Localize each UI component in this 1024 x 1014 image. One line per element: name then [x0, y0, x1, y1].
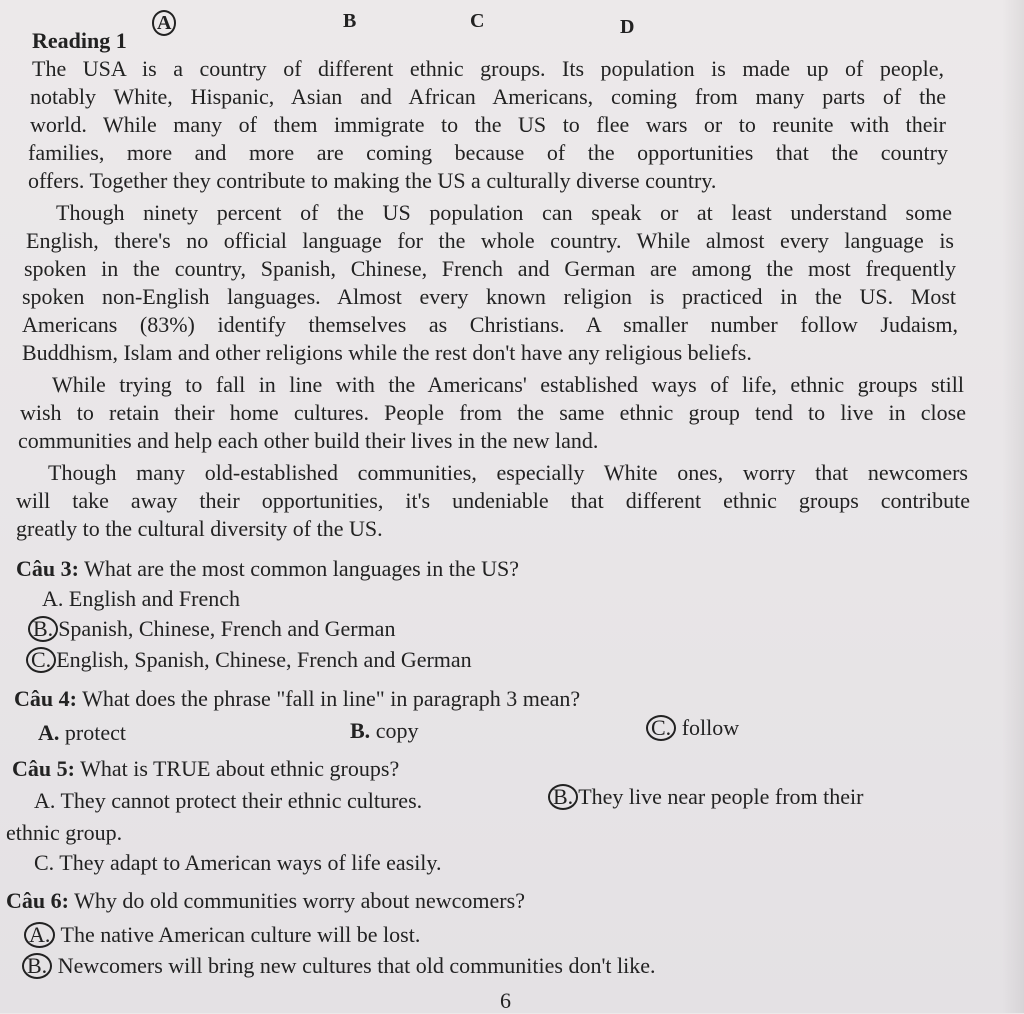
q3-option-c-text: English, Spanish, Chinese, French and German [56, 647, 472, 672]
passage-line: The USA is a country of different ethnic groups. Its population is made up of people, [32, 56, 944, 81]
q5-option-a[interactable]: A. They cannot protect their ethnic cultures. [34, 788, 423, 813]
question-4-label: Câu 4: [14, 686, 77, 711]
header-option-c: C [470, 10, 485, 32]
passage-line: wish to retain their home cultures. People from the same ethnic group tend to live in close [20, 400, 966, 425]
passage-line: spoken non-English languages. Almost every known religion is practiced in the US. Most [22, 284, 956, 309]
q4-option-a-text: protect [64, 720, 126, 745]
q3-option-a[interactable]: A. English and French [42, 586, 240, 611]
passage-line: Buddhism, Islam and other religions while the rest don't have any religious beliefs. [22, 340, 752, 365]
passage-line: notably White, Hispanic, Asian and African Americans, coming from many parts of the [30, 84, 946, 109]
header-option-d: D [620, 16, 635, 38]
q6-option-a[interactable] [24, 922, 420, 948]
q5-option-b-letter: B. [548, 784, 578, 810]
q3-option-c[interactable] [26, 647, 472, 673]
passage-line: offers. Together they contribute to making the US a culturally diverse country. [28, 168, 717, 193]
q5-option-c[interactable]: C. They adapt to American ways of life easily. [34, 850, 442, 875]
question-6-label: Câu 6: [6, 888, 69, 913]
reading-title: Reading 1 [32, 28, 127, 53]
passage-line: greatly to the cultural diversity of the US. [16, 516, 383, 541]
question-5-text: What is TRUE about ethnic groups? [80, 756, 400, 781]
question-6-text: Why do old communities worry about newcomers? [74, 888, 525, 913]
question-5-label: Câu 5: [12, 756, 75, 781]
passage-line: Americans (83%) identify themselves as Christians. A smaller number follow Judaism, [22, 312, 958, 337]
q6-option-a-text: The native American culture will be lost. [60, 922, 421, 947]
q4-option-a[interactable] [38, 720, 126, 746]
passage-line: families, more and more are coming because of the opportunities that the country [28, 140, 948, 165]
q3-option-c-letter: C. [26, 647, 56, 673]
passage-line: Though many old-established communities, especially White ones, worry that newcomers [48, 460, 968, 485]
header-option-a: A [152, 10, 176, 36]
passage-line: world. While many of them immigrate to the US to flee wars or to reunite with their [30, 112, 946, 137]
question-3-label: Câu 3: [16, 556, 79, 581]
page-number: 6 [500, 988, 511, 1013]
q4-option-c-letter: C. [646, 715, 676, 741]
q6-option-a-letter: A. [24, 922, 55, 948]
q6-option-b[interactable] [22, 953, 656, 979]
question-4-text: What does the phrase "fall in line" in paragraph 3 mean? [82, 686, 581, 711]
passage-line: English, there's no official language for the whole country. While almost every language is [26, 228, 954, 253]
passage-line: will take away their opportunities, it's undeniable that different ethnic groups contribute [16, 488, 970, 513]
passage-line: Though ninety percent of the US population can speak or at least understand some [56, 200, 952, 225]
q4-option-b-letter: B. [350, 718, 371, 743]
question-6 [6, 888, 525, 914]
question-5 [12, 756, 399, 782]
passage-line: communities and help each other build their lives in the new land. [18, 428, 599, 453]
q4-option-c-text: follow [681, 715, 740, 740]
question-4 [14, 686, 580, 712]
question-3-text: What are the most common languages in the US? [84, 556, 520, 581]
q4-option-a-letter: A. [38, 720, 60, 745]
q6-option-b-text: Newcomers will bring new cultures that old communities don't like. [57, 953, 656, 978]
q3-option-b[interactable] [28, 616, 395, 642]
q3-option-b-text: Spanish, Chinese, French and German [58, 616, 396, 641]
q5-option-b-text: They live near people from their [578, 784, 864, 809]
q5-option-b-continued: ethnic group. [6, 820, 123, 845]
q4-option-b-text: copy [375, 718, 419, 743]
q3-option-b-letter: B. [28, 616, 58, 642]
question-3 [16, 556, 519, 582]
q6-option-b-letter: B. [22, 953, 52, 979]
page-edge-shadow [1002, 0, 1024, 1013]
passage-line: While trying to fall in line with the Americans' established ways of life, ethnic groups still [52, 372, 964, 397]
q4-option-b[interactable] [350, 718, 418, 744]
header-option-b: B [343, 10, 357, 32]
passage-line: spoken in the country, Spanish, Chinese, French and German are among the most frequently [24, 256, 956, 281]
q4-option-c[interactable] [646, 715, 739, 741]
q5-option-b[interactable] [548, 784, 863, 810]
